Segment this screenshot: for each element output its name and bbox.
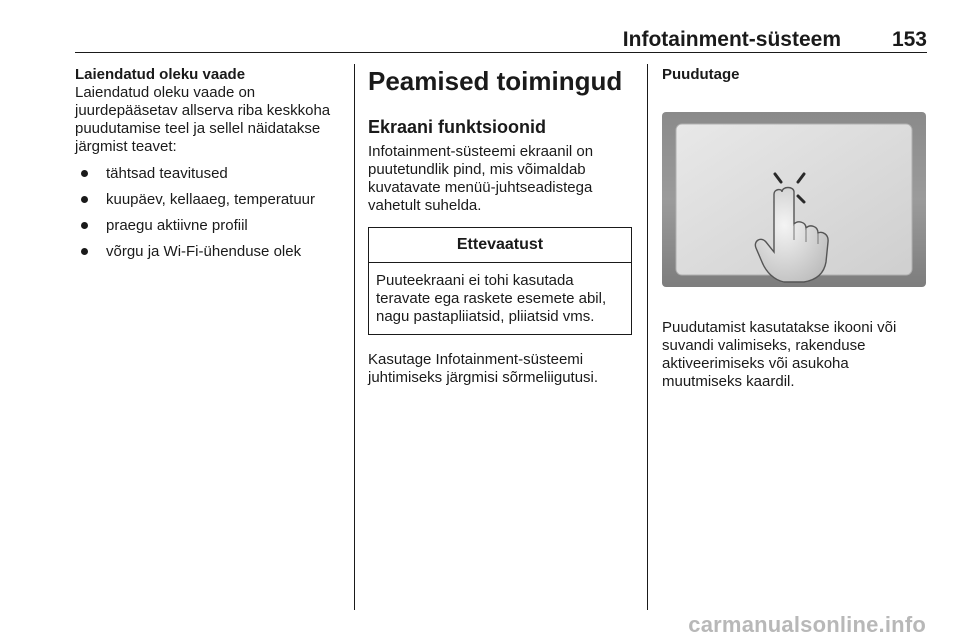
watermark: carmanualsonline.info [688, 612, 926, 637]
column-2 [368, 66, 634, 387]
caution-title: Ettevaatust [369, 228, 631, 263]
status-info-list [75, 165, 345, 261]
page-number: 153 [891, 28, 927, 51]
tap-heading: Puudutage [662, 66, 740, 83]
main-heading: Peamised toimingud [368, 66, 623, 96]
screen-functions-heading: Ekraani funktsioonid [368, 117, 547, 137]
list-item: võrgu ja Wi-Fi-ühenduse olek [75, 243, 345, 261]
bullet-icon [81, 222, 88, 229]
column-divider-1 [354, 64, 355, 610]
bullet-icon [81, 196, 88, 203]
caution-box [368, 227, 632, 335]
extended-status-intro: Laiendatud oleku vaade on juurdepääsetav allserva riba keskkoha puudutamise teel ja sellel näidatakse järgmist teavet: [75, 84, 331, 155]
tap-description: Puudutamist kasutatakse ikooni või suvandi valimiseks, rakenduse aktiveerimiseks või asukoha muutmiseks kaardil. [662, 319, 897, 390]
column-3 [662, 66, 930, 84]
list-item: kuupäev, kellaaeg, temperatuur [75, 191, 345, 209]
section-title: Infotainment-süsteem [622, 28, 841, 51]
gestures-intro: Kasutage Infotainment-süsteemi juhtimiseks järgmisi sõrmeliigutusi. [368, 351, 599, 386]
column-divider-2 [647, 64, 648, 610]
list-item: praegu aktiivne profiil [75, 217, 345, 235]
screen-functions-intro: Infotainment-süsteemi ekraanil on puutetundlik pind, mis võimaldab kuvatavate menüü-juhtseadistega vahetult suhelda. [368, 143, 594, 214]
page-header [75, 26, 927, 53]
caution-body: Puuteekraani ei tohi kasutada teravate ega raskete esemete abil, nagu pastapliiatsid, pliiatsid vms. [376, 272, 607, 325]
extended-status-heading: Laiendatud oleku vaade [75, 66, 246, 83]
bullet-icon [81, 170, 88, 177]
list-item: tähtsad teavitused [75, 165, 345, 183]
tap-gesture-icon [662, 112, 926, 287]
column-1 [75, 66, 345, 269]
bullet-icon [81, 248, 88, 255]
